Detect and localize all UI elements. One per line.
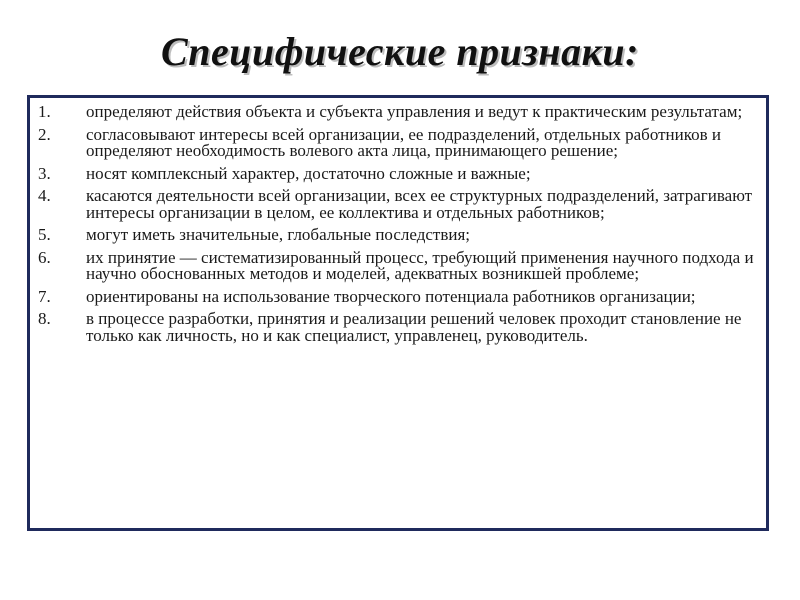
item-number: 8. [38, 309, 51, 328]
item-text: могут иметь значительные, глобальные последствия; [86, 225, 470, 244]
item-number: 5. [38, 225, 51, 244]
item-text: ориентированы на использование творческого потенциала работников организации; [86, 286, 696, 306]
list-item [30, 104, 766, 121]
item-number: 1. [38, 102, 51, 121]
item-text: их принятие — систематизированный процесс, требующий применения научного подхода и научно обоснованных методов и моделей, адекватных возникшей проблеме; [86, 247, 754, 283]
item-number: 6. [38, 247, 51, 267]
list-item [30, 163, 766, 183]
list-item [30, 286, 766, 306]
item-text: носят комплексный характер, достаточно сложные и важные; [86, 163, 531, 183]
item-text: определяют действия объекта и субъекта управления и ведут к практическим результатам; [86, 102, 743, 121]
features-list [30, 104, 766, 350]
item-number: 3. [38, 163, 51, 183]
item-number: 7. [38, 286, 51, 306]
slide-title: Специфические признаки: [161, 29, 639, 74]
list-item [30, 227, 766, 244]
item-text: согласовывают интересы всей организации, ее подразделений, отдельных работников и определяют необходимость волевого акта лица, принимающего решение; [86, 124, 721, 160]
item-text: в процессе разработки, принятия и реализации решений человек проходит становление не только как личность, но и как специалист, управленец, руководитель. [86, 309, 742, 345]
item-text: касаются деятельности всей организации, всех ее структурных подразделений, затрагивают интересы организации в целом, ее коллектива и отдельных работников; [86, 186, 753, 222]
content-box [27, 95, 769, 531]
list-item [30, 124, 766, 160]
list-item [30, 311, 766, 344]
list-item [30, 188, 766, 221]
list-item [30, 247, 766, 283]
item-number: 4. [38, 186, 51, 205]
item-number: 2. [38, 124, 51, 144]
